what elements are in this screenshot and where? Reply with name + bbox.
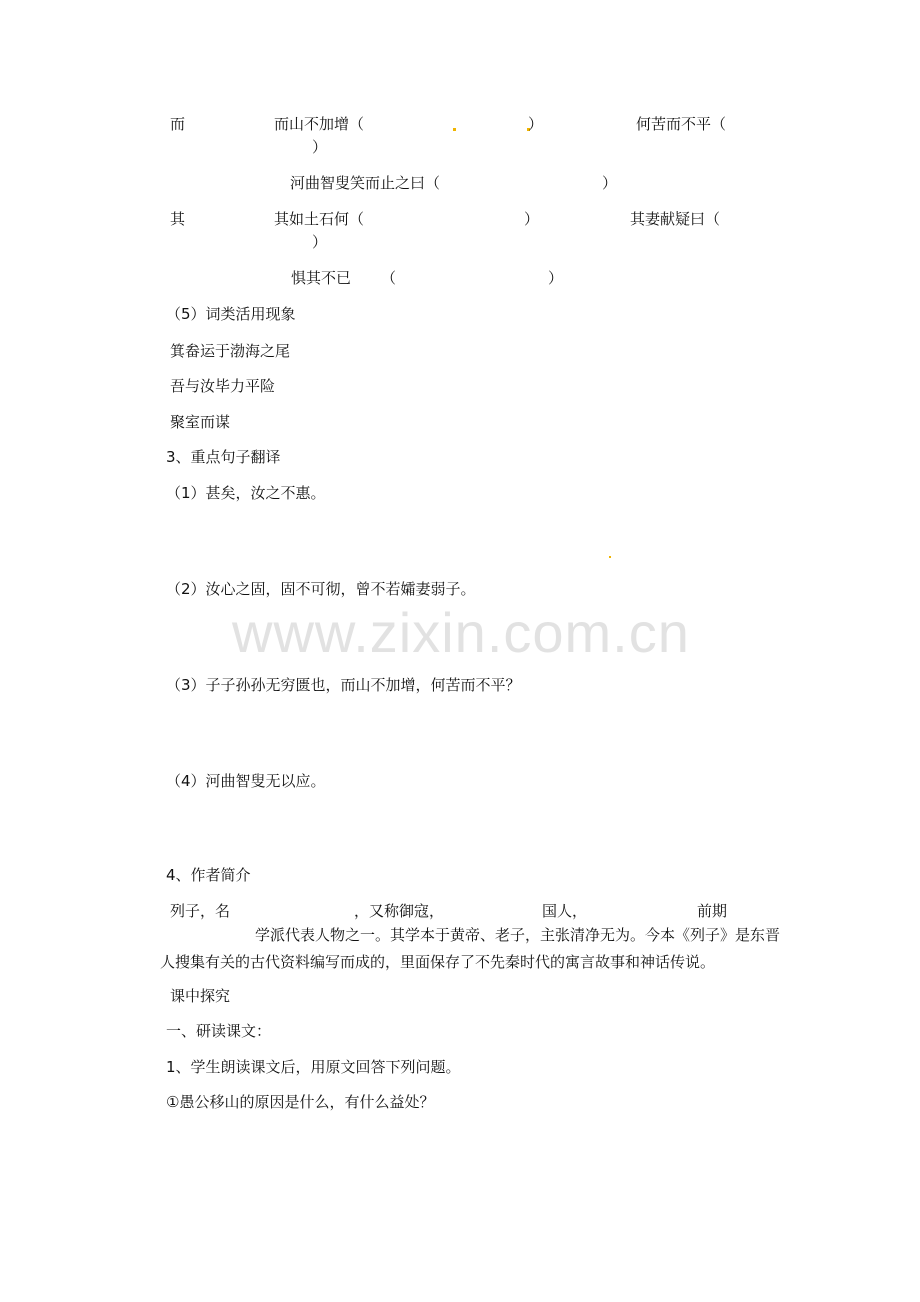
row-qi-item2: 其妻献疑曰（ xyxy=(630,210,721,228)
translation-sentence: （3）子子孙孙无穷匮也，而山不加增，何苦而不平？ xyxy=(166,676,521,694)
row-er-item3: 河曲智叟笑而止之曰（ xyxy=(290,174,441,192)
classroom-heading: 课中探究 xyxy=(170,987,231,1005)
section5-item: 聚室而谋 xyxy=(170,413,231,431)
highlight-mark xyxy=(609,556,611,558)
author-line-b: ，又称御寇， xyxy=(354,902,445,920)
classroom-sub: 一、研读课文： xyxy=(166,1022,272,1040)
section4-heading: 4、作者简介 xyxy=(166,866,251,884)
row-qi-label: 其 xyxy=(170,210,186,228)
translation-sentence: （4）河曲智叟无以应。 xyxy=(166,772,326,790)
section5-heading: （5）词类活用现象 xyxy=(166,305,296,323)
section5-item: 箕畚运于渤海之尾 xyxy=(170,342,291,360)
section3-heading: 3、重点句子翻译 xyxy=(166,448,281,466)
author-line-d: 前期 xyxy=(697,902,728,920)
highlight-mark xyxy=(453,128,456,131)
row-er-close2: ） xyxy=(312,138,328,156)
row-er-item1: 而山不加增（ xyxy=(274,115,365,133)
classroom-question: ①愚公移山的原因是什么，有什么益处？ xyxy=(166,1093,435,1111)
row-qi-close2: ） xyxy=(312,233,328,251)
translation-sentence: （2）汝心之固，固不可彻，曾不若孀妻弱子。 xyxy=(166,580,476,598)
row-er-item2: 何苦而不平（ xyxy=(636,115,727,133)
row-er-label: 而 xyxy=(170,115,186,133)
row-qi-open3: （ xyxy=(381,269,397,287)
watermark: www.zixin.com.cn xyxy=(232,601,690,664)
translation-sentence: （1）甚矣，汝之不惠。 xyxy=(166,484,326,502)
row-qi-item1: 其如土石何（ xyxy=(274,210,365,228)
row-er-close1: ） xyxy=(528,115,544,133)
classroom-task: 1、学生朗读课文后，用原文回答下列问题。 xyxy=(166,1058,461,1076)
row-qi-close3: ） xyxy=(548,269,564,287)
author-line-c: 国人， xyxy=(542,902,588,920)
row-qi-close1: ） xyxy=(524,210,540,228)
author-paragraph: 学派代表人物之一。其学本于黄帝、老子，主张清净无为。今本《列子》是东晋人搜集有关的古代资料编写而成的，里面保存了不先秦时代的寓言故事和神话传说。 xyxy=(160,926,781,971)
author-line-a: 列子，名 xyxy=(170,902,231,920)
section5-item: 吾与汝毕力平险 xyxy=(170,377,276,395)
row-er-close3: ） xyxy=(602,174,618,192)
row-qi-item3: 惧其不已 xyxy=(291,269,352,287)
